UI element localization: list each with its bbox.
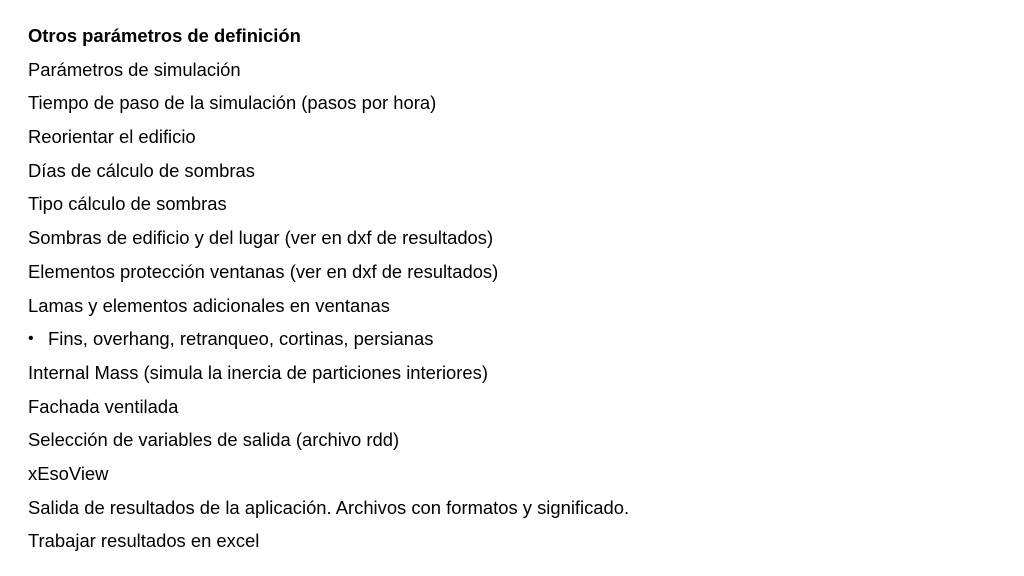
text-line: Elementos protección ventanas (ver en dxf de resultados) [28,260,499,282]
bullet-item [28,322,1008,356]
text-line: Salida de resultados de la aplicación. Archivos con formatos y significado. [28,496,630,518]
bullet-item-text: Fins, overhang, retranqueo, cortinas, persianas [48,328,434,350]
bullet-marker: • [28,330,34,348]
text-line: Fachada ventilada [28,395,179,417]
text-line: xEsoView [28,462,109,484]
text-line: Tipo cálculo de sombras [28,193,227,215]
text-line: Selección de variables de salida (archivo rdd) [28,429,400,451]
slide-content [28,19,1008,558]
text-line: Tiempo de paso de la simulación (pasos por hora) [28,92,437,114]
text-line: Reorientar el edificio [28,126,196,148]
text-line: Internal Mass (simula la inercia de particiones interiores) [28,361,488,383]
slide-heading: Otros parámetros de definición [28,25,301,46]
text-line: Días de cálculo de sombras [28,159,255,181]
text-line: Trabajar resultados en excel [28,530,260,552]
text-line: Sombras de edificio y del lugar (ver en dxf de resultados) [28,227,494,249]
text-line: Lamas y elementos adicionales en ventanas [28,294,390,316]
text-line: Parámetros de simulación [28,58,241,80]
